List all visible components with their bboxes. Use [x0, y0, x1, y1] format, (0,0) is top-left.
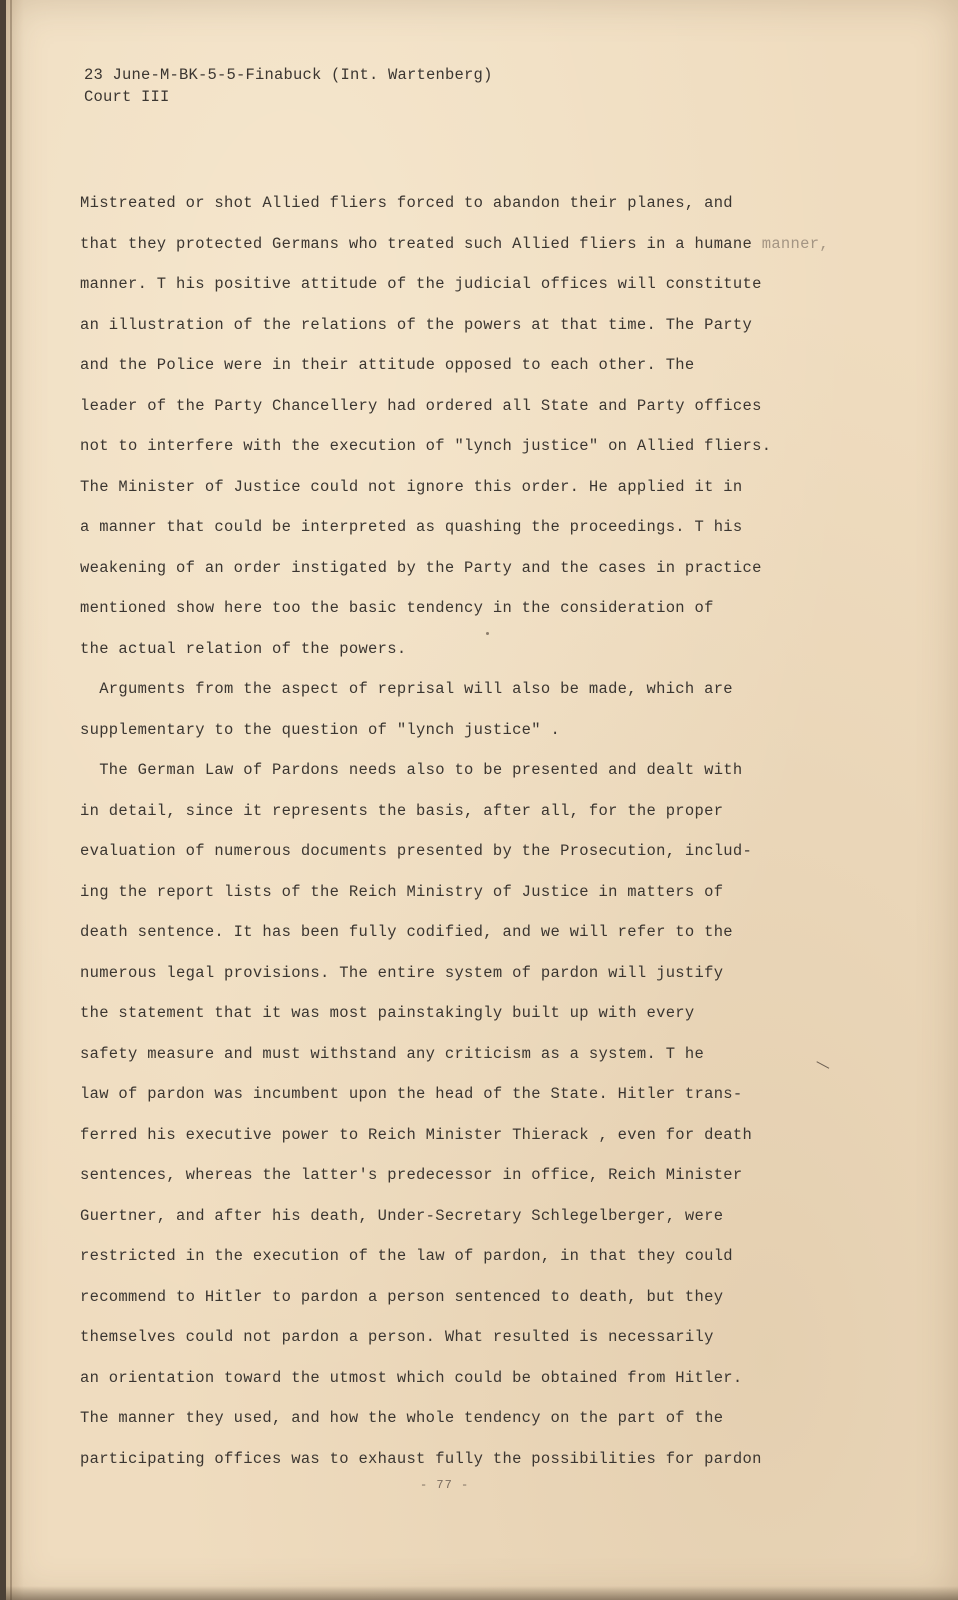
text-line: themselves could not pardon a person. What resulted is necessarily: [80, 1328, 714, 1346]
text-line: restricted in the execution of the law of pardon, in that they could: [80, 1247, 733, 1265]
text-line: the actual relation of the powers.: [80, 639, 407, 658]
text-line-content: that they protected Germans who treated such Allied fliers in a humane: [80, 234, 753, 253]
text-line: weakening of an order instigated by the Party and the cases in practice: [80, 558, 762, 577]
text-line: and the Police were in their attitude opposed to each other. The: [80, 356, 695, 374]
document-header: [84, 64, 493, 108]
text-line: Guertner, and after his death, Under-Secretary Schlegelberger, were: [80, 1206, 724, 1225]
header-reference-line: 23 June-M-BK-5-5-Finabuck (Int. Wartenberg): [84, 66, 493, 84]
text-line: evaluation of numerous documents presented by the Prosecution, includ-: [80, 842, 753, 860]
page-number: - 77 -: [420, 1478, 470, 1492]
text-line: The Minister of Justice could not ignore this order. He applied it in: [80, 477, 743, 496]
text-line: mentioned show here too the basic tendency in the consideration of: [80, 599, 714, 617]
text-line: supplementary to the question of "lynch justice" .: [80, 720, 561, 739]
text-line: participating offices was to exhaust fully the possibilities for pardon: [80, 1449, 762, 1468]
text-line: manner. T his positive attitude of the judicial offices will constitute: [80, 275, 762, 293]
text-line: The German Law of Pardons needs also to be presented and dealt with: [80, 761, 743, 779]
text-line: The manner they used, and how the whole tendency on the part of the: [80, 1409, 724, 1427]
text-line: in detail, since it represents the basis, after all, for the proper: [80, 801, 724, 820]
text-line: ing the report lists of the Reich Ministry of Justice in matters of: [80, 882, 724, 901]
text-line: numerous legal provisions. The entire system of pardon will justify: [80, 963, 724, 982]
text-line: an orientation toward the utmost which could be obtained from Hitler.: [80, 1368, 743, 1387]
text-line: a manner that could be interpreted as quashing the proceedings. T his: [80, 518, 743, 536]
text-line: Arguments from the aspect of reprisal will also be made, which are: [80, 680, 733, 698]
text-line: death sentence. It has been fully codified, and we will refer to the: [80, 923, 733, 941]
document-page: [6, 0, 958, 1600]
document-body: [80, 183, 880, 1479]
text-line: law of pardon was incumbent upon the head of the State. Hitler trans-: [80, 1085, 743, 1103]
struck-word: manner,: [761, 234, 829, 253]
text-line: ferred his executive power to Reich Minister Thierack , even for death: [80, 1125, 753, 1144]
page-edge-line: [10, 0, 12, 1600]
header-court-line: Court III: [84, 88, 170, 106]
page-bottom-shadow: [6, 1586, 958, 1600]
text-line: an illustration of the relations of the powers at that time. The Party: [80, 315, 753, 334]
text-line: the statement that it was most painstakingly built up with every: [80, 1004, 695, 1022]
text-line: recommend to Hitler to pardon a person sentenced to death, but they: [80, 1287, 724, 1306]
ink-speck: [486, 632, 489, 635]
text-line: safety measure and must withstand any criticism as a system. T he: [80, 1044, 705, 1063]
text-line: sentences, whereas the latter's predecessor in office, Reich Minister: [80, 1166, 743, 1184]
text-line: Mistreated or shot Allied fliers forced to abandon their planes, and: [80, 194, 733, 212]
text-line: leader of the Party Chancellery had ordered all State and Party offices: [80, 396, 762, 415]
text-line: [80, 224, 880, 265]
text-line: not to interfere with the execution of "lynch justice" on Allied fliers.: [80, 437, 772, 455]
